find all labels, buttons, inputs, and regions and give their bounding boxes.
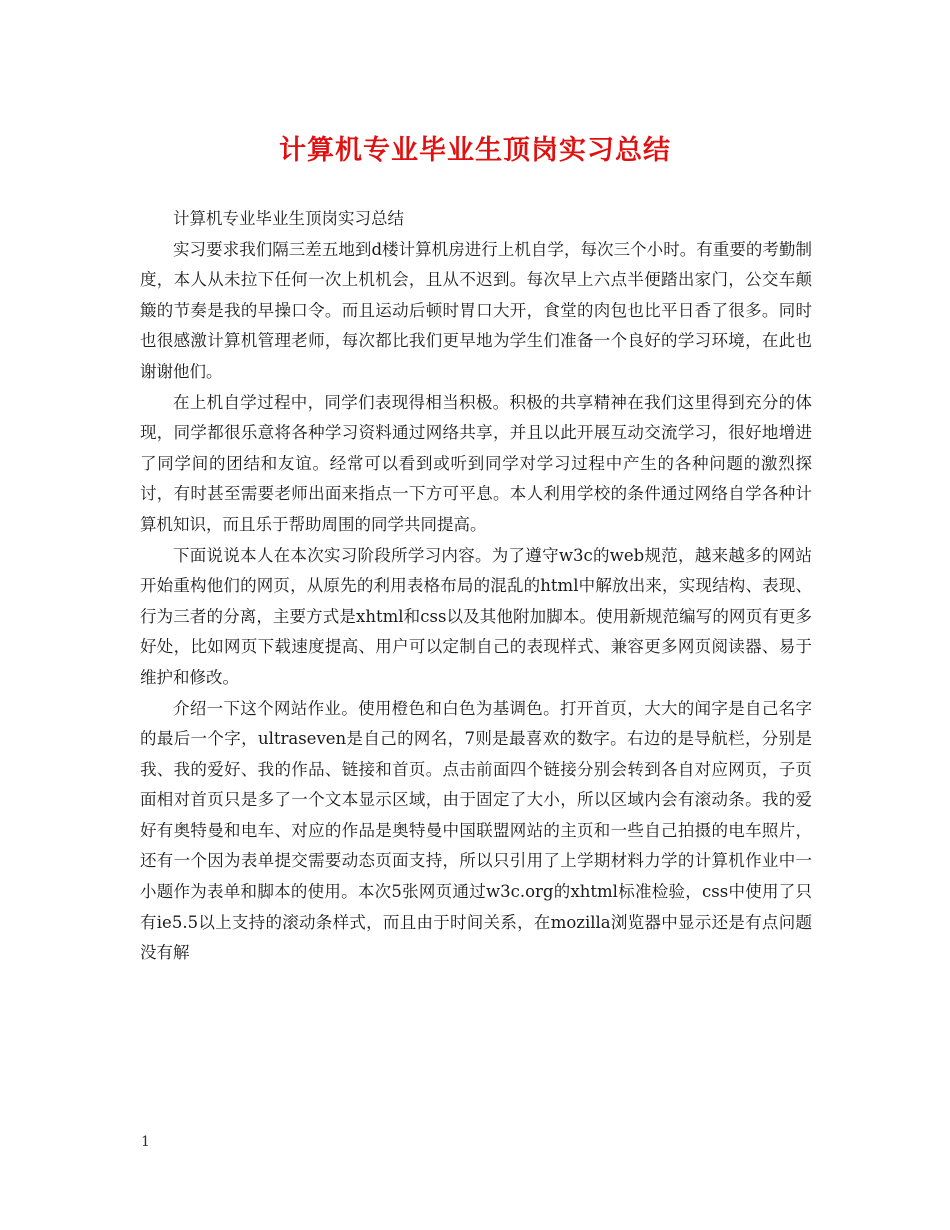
paragraph-attendance: 实习要求我们隔三差五地到d楼计算机房进行上机自学，每次三个小时。有重要的考勤制度，本人从未拉下任何一次上机机会，且从不迟到。每次早上六点半便踏出家门，公交车颠簸的节奏是我的早操口令。而且运动后顿时胃口大开，食堂的肉包也比平日香了很多。同时也很感激计算机管理老师，每次都比我们更早地为学生们准备一个良好的学习环境，在此也谢谢他们。	[140, 239, 812, 381]
paragraph-web-standards: 下面说说本人在本次实习阶段所学习内容。为了遵守w3c的web规范，越来越多的网站开始重构他们的网页，从原先的利用表格布局的混乱的html中解放出来，实现结构、表现、行为三者的分离，主要方式是xhtml和css以及其他附加脚本。使用新规范编写的网页有更多好处，比如网页下载速度提高、用户可以定制自己的表现样式、兼容更多网页阅读器、易于维护和修改。	[140, 545, 812, 687]
paragraph-subtitle: 计算机专业毕业生顶岗实习总结	[173, 209, 404, 228]
paragraph-website-assignment: 介绍一下这个网站作业。使用橙色和白色为基调色。打开首页，大大的闻字是自己名字的最后一个字，ultraseven是自己的网名，7则是最喜欢的数字。右边的是导航栏，分别是我、我的爱好、我的作品、链接和首页。点击前面四个链接分别会转到各自对应网页，子页面相对首页只是多了一个文本显示区域，由于固定了大小，所以区域内会有滚动条。我的爱好有奥特曼和电车、对应的作品是奥特曼中国联盟网站的主页和一些自己拍摄的电车照片，还有一个因为表单提交需要动态页面支持，所以只引用了上学期材料力学的计算机作业中一小题作为表单和脚本的使用。本次5张网页通过w3c.org的xhtml标准检验，css中使用了只有ie5.5以上支持的滚动条样式，而且由于时间关系，在mozilla浏览器中显示还是有点问题没有解	[140, 698, 812, 963]
paragraph-self-study: 在上机自学过程中，同学们表现得相当积极。积极的共享精神在我们这里得到充分的体现，同学都很乐意将各种学习资料通过网络共享，并且以此开展互动交流学习，很好地增进了同学间的团结和友谊。经常可以看到或听到同学对学习过程中产生的各种问题的激烈探讨，有时甚至需要老师出面来指点一下方可平息。本人利用学校的条件通过网络自学各种计算机知识，而且乐于帮助周围的同学共同提高。	[140, 392, 812, 534]
page-number: 1	[141, 1134, 150, 1150]
document-title: 计算机专业毕业生顶岗实习总结	[279, 135, 671, 166]
document-body	[140, 204, 812, 969]
